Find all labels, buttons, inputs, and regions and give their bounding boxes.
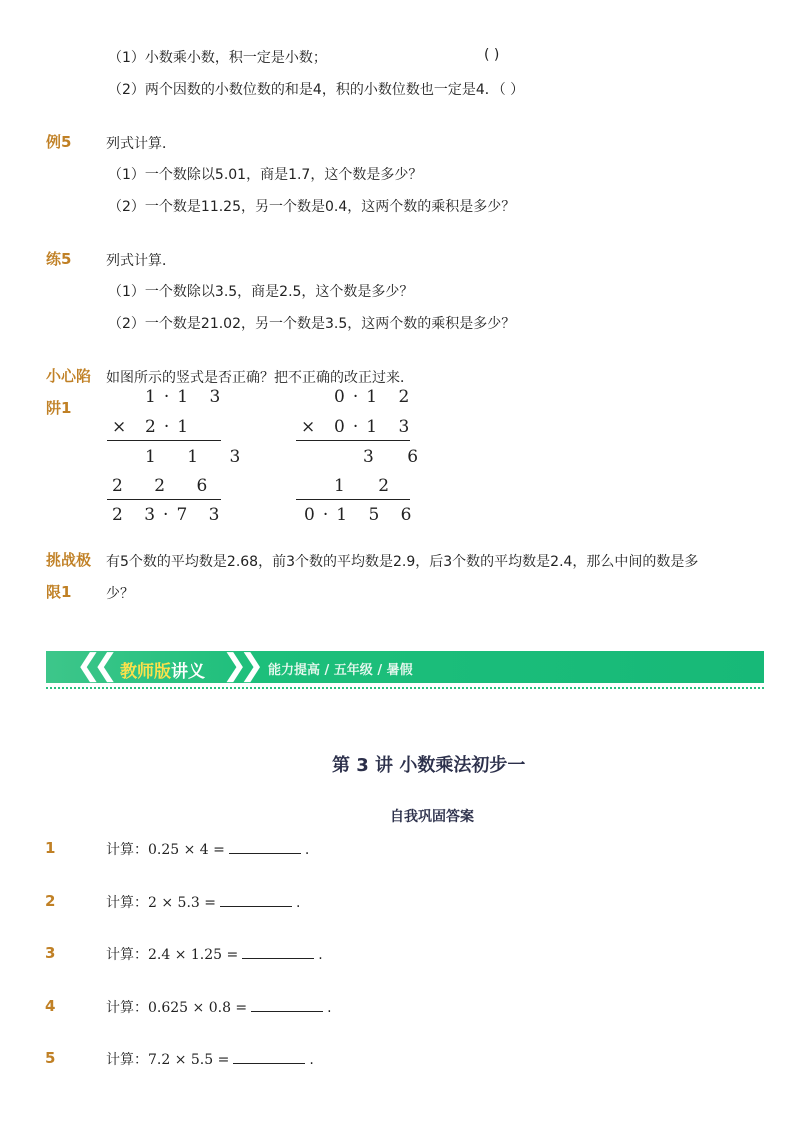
practice-5-q1: （1）一个数除以3.5，商是2.5，这个数是多少？ — [108, 284, 414, 300]
right-calc-row-1: 0·1 2 — [334, 387, 418, 407]
practice-5-intro: 列式计算． — [106, 253, 176, 269]
challenge-1-text-line2: 少？ — [106, 586, 134, 602]
banner-dotted-divider — [46, 687, 764, 689]
answer-3-expression: 2.4 × 1.25 = — [148, 947, 239, 963]
challenge-1-label-line2: 限1 — [46, 583, 72, 601]
left-calc-multiply-sign: × — [112, 417, 127, 437]
tf-question-2: （2）两个因数的小数位数的和是4，积的小数位数也一定是4．（ ） — [108, 82, 525, 98]
left-calc-row-5: 2 3·7 3 — [112, 505, 228, 525]
banner-title-part-b: 讲义 — [171, 662, 205, 682]
answer-2-blank — [220, 894, 292, 907]
answer-3-suffix: . — [318, 947, 323, 963]
lesson-title: 第 3 讲 小数乘法初步一 — [332, 755, 526, 776]
left-calc-row-3: 1 1 3 — [145, 447, 254, 467]
trap-1-label-line2: 阱1 — [46, 399, 72, 417]
answer-4-blank — [251, 999, 323, 1012]
answer-4-suffix: . — [327, 1000, 332, 1016]
answer-1-blank — [229, 841, 301, 854]
tf-question-1: （1）小数乘小数，积一定是小数； — [108, 50, 327, 66]
trap-1-intro: 如图所示的竖式是否正确？把不正确的改正过来． — [106, 370, 414, 386]
answer-5-prefix: 计算： — [106, 1052, 148, 1068]
answer-4-row — [106, 997, 332, 1017]
challenge-1-text-line1: 有5个数的平均数是2.68，前3个数的平均数是2.9，后3个数的平均数是2.4，那么中间的数是多 — [106, 554, 699, 570]
chevrons-left-icon: ❮❮ — [76, 648, 111, 683]
challenge-1-label-line1: 挑战极 — [46, 551, 92, 569]
chevrons-right-icon: ❯❯ — [222, 648, 257, 683]
practice-5-label: 练5 — [46, 250, 72, 268]
left-calc-rule-1 — [107, 440, 221, 441]
answer-3-row — [106, 944, 323, 964]
example-5-label: 例5 — [46, 133, 72, 151]
answer-2-row — [106, 892, 300, 912]
example-5-intro: 列式计算． — [106, 136, 176, 152]
answer-4-prefix: 计算： — [106, 1000, 148, 1016]
answer-2-number: 2 — [45, 892, 56, 910]
banner-title-part-a: 教师版 — [120, 662, 171, 682]
right-calc-row-4: 1 2 — [334, 476, 404, 496]
right-calc-row-5: 0·1 5 6 — [304, 505, 420, 525]
left-calc-row-2: 2·1 — [145, 417, 197, 437]
answer-1-row — [106, 839, 309, 859]
trap-1-label-line1: 小心陷 — [46, 367, 92, 385]
right-calc-row-3: 3 6 — [363, 447, 433, 467]
banner-title — [120, 657, 205, 682]
right-calc-row-2: 0·1 3 — [334, 417, 418, 437]
example-5-q2: （2）一个数是11.25，另一个数是0.4，这两个数的乘积是多少？ — [108, 199, 516, 215]
lesson-subtitle: 自我巩固答案 — [390, 809, 474, 825]
banner-breadcrumb: 能力提高 / 五年级 / 暑假 — [268, 663, 413, 678]
right-calc-rule-2 — [296, 499, 410, 500]
answer-5-blank — [233, 1051, 305, 1064]
tf-answer-paren-1: ( ) — [484, 47, 500, 63]
left-calc-row-4: 2 2 6 — [112, 476, 221, 496]
answer-1-prefix: 计算： — [106, 842, 148, 858]
answer-5-number: 5 — [45, 1049, 56, 1067]
answer-1-number: 1 — [45, 839, 56, 857]
right-calc-rule-1 — [296, 440, 410, 441]
right-calc-multiply-sign: × — [301, 417, 316, 437]
left-calc-rule-2 — [107, 499, 221, 500]
example-5-q1: （1）一个数除以5.01，商是1.7，这个数是多少？ — [108, 167, 423, 183]
answer-2-suffix: . — [295, 895, 301, 911]
answer-2-prefix: 计算： — [106, 895, 148, 911]
answer-1-suffix: . — [304, 842, 310, 858]
answer-3-number: 3 — [45, 944, 56, 962]
answer-1-expression: 0.25 × 4 = — [148, 842, 225, 858]
answer-3-blank — [242, 946, 314, 959]
answer-4-number: 4 — [45, 997, 56, 1015]
left-calc-row-1: 1·1 3 — [145, 387, 229, 407]
answer-5-suffix: . — [309, 1052, 314, 1068]
answer-5-row — [106, 1049, 314, 1069]
teacher-edition-banner — [46, 648, 764, 683]
answer-5-expression: 7.2 × 5.5 = — [148, 1052, 230, 1068]
answer-4-expression: 0.625 × 0.8 = — [148, 1000, 248, 1016]
answer-3-prefix: 计算： — [106, 947, 148, 963]
answer-2-expression: 2 × 5.3 = — [148, 895, 216, 911]
practice-5-q2: （2）一个数是21.02，另一个数是3.5，这两个数的乘积是多少？ — [108, 316, 516, 332]
